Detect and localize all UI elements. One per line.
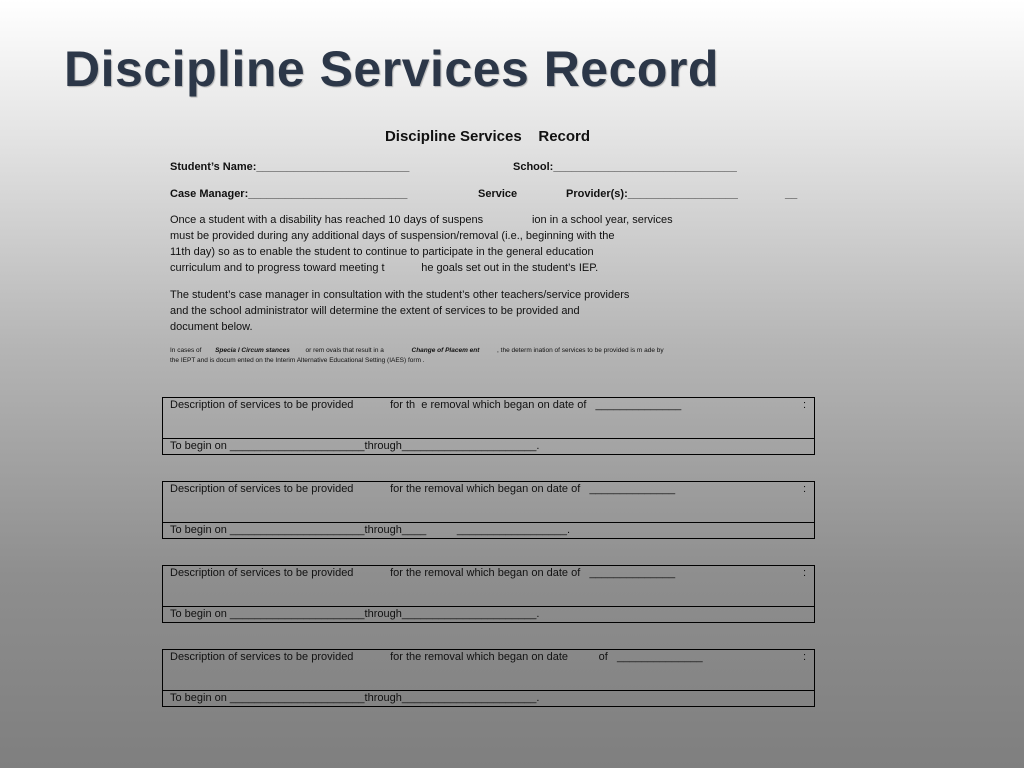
services-box	[162, 565, 815, 607]
note-text: the IEPT and is docum ented on the Interim Alternative Educational Setting (IAES) form .	[170, 357, 425, 364]
paragraph-line: and the school administrator will determine the extent of services to be provided and	[170, 305, 580, 317]
note-text-italic: Change of Placem ent	[411, 347, 480, 354]
services-description: Description of services to be provided for the removal which began on date of ______________	[170, 567, 676, 579]
note-text: or rem ovals that result in a	[305, 347, 384, 354]
case-manager-field: Case Manager:__________________________	[170, 188, 408, 200]
services-box	[162, 397, 815, 439]
special-circumstances-note	[170, 346, 664, 366]
begin-through-line: To begin on ______________________through______________________.	[170, 608, 540, 620]
services-box	[162, 649, 815, 691]
slide-title: Discipline Services Record	[64, 41, 719, 97]
colon: :	[802, 567, 806, 579]
colon: :	[802, 483, 806, 495]
paragraph-line: The student’s case manager in consultation with the student’s other teachers/service providers	[170, 289, 630, 301]
services-description: Description of services to be provided for the removal which began on date of ______________	[170, 483, 676, 495]
paragraph-services	[170, 212, 673, 276]
date-range-row	[162, 523, 815, 539]
note-text: In cases of	[170, 347, 202, 354]
providers-field: Provider(s):__________________	[566, 188, 738, 200]
paragraph-line: document below.	[170, 321, 253, 333]
colon: :	[802, 399, 806, 411]
providers-tail: __	[785, 188, 798, 200]
date-range-row	[162, 691, 815, 707]
form-title: Discipline Services Record	[384, 128, 591, 145]
note-text: , the determ ination of services to be provided is m ade by	[497, 347, 664, 354]
paragraph-case-manager	[170, 287, 629, 335]
paragraph-line: must be provided during any additional days of suspension/removal (i.e., beginning with the	[170, 230, 615, 242]
school-field: School:______________________________	[513, 161, 737, 173]
colon: :	[802, 651, 806, 663]
paragraph-line: curriculum and to progress toward meeting t he goals set out in the student’s IEP.	[170, 262, 599, 274]
paragraph-line: 11th day) so as to enable the student to continue to participate in the general education	[170, 246, 594, 258]
services-box	[162, 481, 815, 523]
begin-through-line: To begin on ______________________through____ __________________.	[170, 524, 571, 536]
note-text-italic: Specia l Circum stances	[215, 347, 290, 354]
paragraph-line: Once a student with a disability has reached 10 days of suspens ion in a school year, services	[170, 214, 673, 226]
begin-through-line: To begin on ______________________through______________________.	[170, 692, 540, 704]
date-range-row	[162, 439, 815, 455]
services-description: Description of services to be provided for the removal which began on date of ______________	[170, 651, 703, 663]
services-description: Description of services to be provided for th e removal which began on date of ______________	[170, 399, 682, 411]
service-label: Service	[478, 188, 518, 200]
student-name-field: Student’s Name:_________________________	[170, 161, 410, 173]
begin-through-line: To begin on ______________________through______________________.	[170, 440, 540, 452]
date-range-row	[162, 607, 815, 623]
